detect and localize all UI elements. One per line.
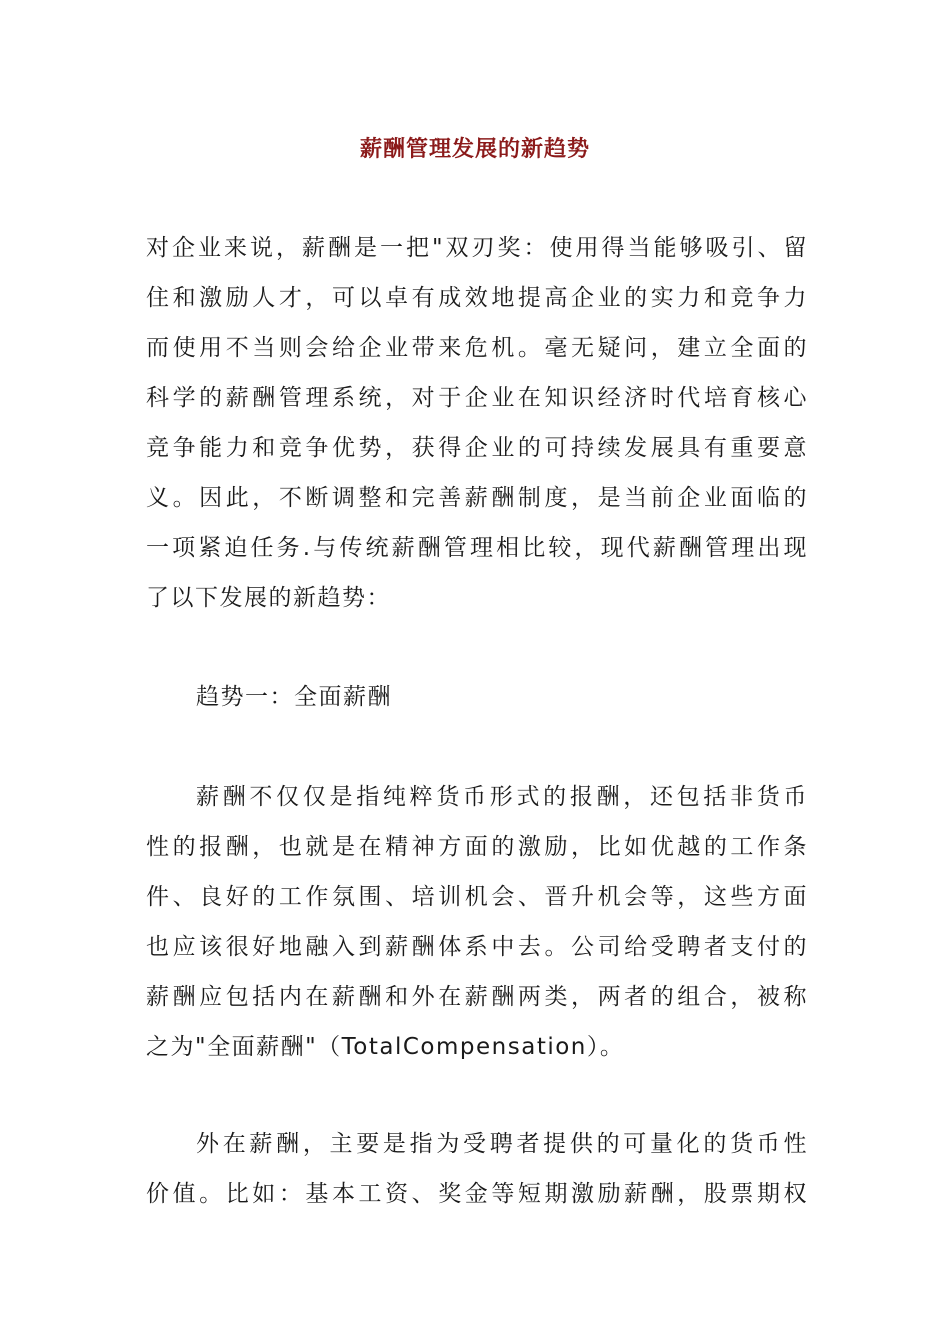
text-line: 外在薪酬，主要是指为受聘者提供的可量化的货币性 [196, 1131, 808, 1157]
text-line: 竞争能力和竞争优势，获得企业的可持续发展具有重要意 [146, 435, 808, 461]
text-line: 而使用不当则会给企业带来危机。毫无疑问，建立全面的 [146, 335, 808, 361]
paragraph-intro [146, 223, 808, 623]
text-line: 了以下发展的新趋势： [146, 585, 391, 611]
paragraph-extrinsic-pay [146, 1119, 808, 1219]
text-line: 住和激励人才，可以卓有成效地提高企业的实力和竞争力 [146, 285, 808, 311]
section-heading: 趋势一：全面薪酬 [196, 684, 392, 710]
text-line: 之为"全面薪酬"（TotalCompensation）。 [146, 1034, 625, 1060]
text-line: 价值。比如：基本工资、奖金等短期激励薪酬，股票期权 [146, 1181, 808, 1207]
text-line: 也应该很好地融入到薪酬体系中去。公司给受聘者支付的 [146, 934, 808, 960]
paragraph-total-compensation [146, 772, 808, 1072]
text-line: 科学的薪酬管理系统，对于企业在知识经济时代培育核心 [146, 385, 808, 411]
text-line: 薪酬不仅仅是指纯粹货币形式的报酬，还包括非货币 [196, 784, 808, 810]
text-line: 义。因此，不断调整和完善薪酬制度，是当前企业面临的 [146, 485, 808, 511]
text-line: 件、良好的工作氛围、培训机会、晋升机会等，这些方面 [146, 884, 808, 910]
text-line: 性的报酬，也就是在精神方面的激励，比如优越的工作条 [146, 834, 808, 860]
text-line: 一项紧迫任务.与传统薪酬管理相比较，现代薪酬管理出现 [146, 535, 808, 561]
text-line: 对企业来说，薪酬是一把"双刃奖：使用得当能够吸引、留 [146, 235, 808, 261]
text-line: 薪酬应包括内在薪酬和外在薪酬两类，两者的组合，被称 [146, 984, 808, 1010]
document-title: 薪酬管理发展的新趋势 [359, 137, 590, 162]
